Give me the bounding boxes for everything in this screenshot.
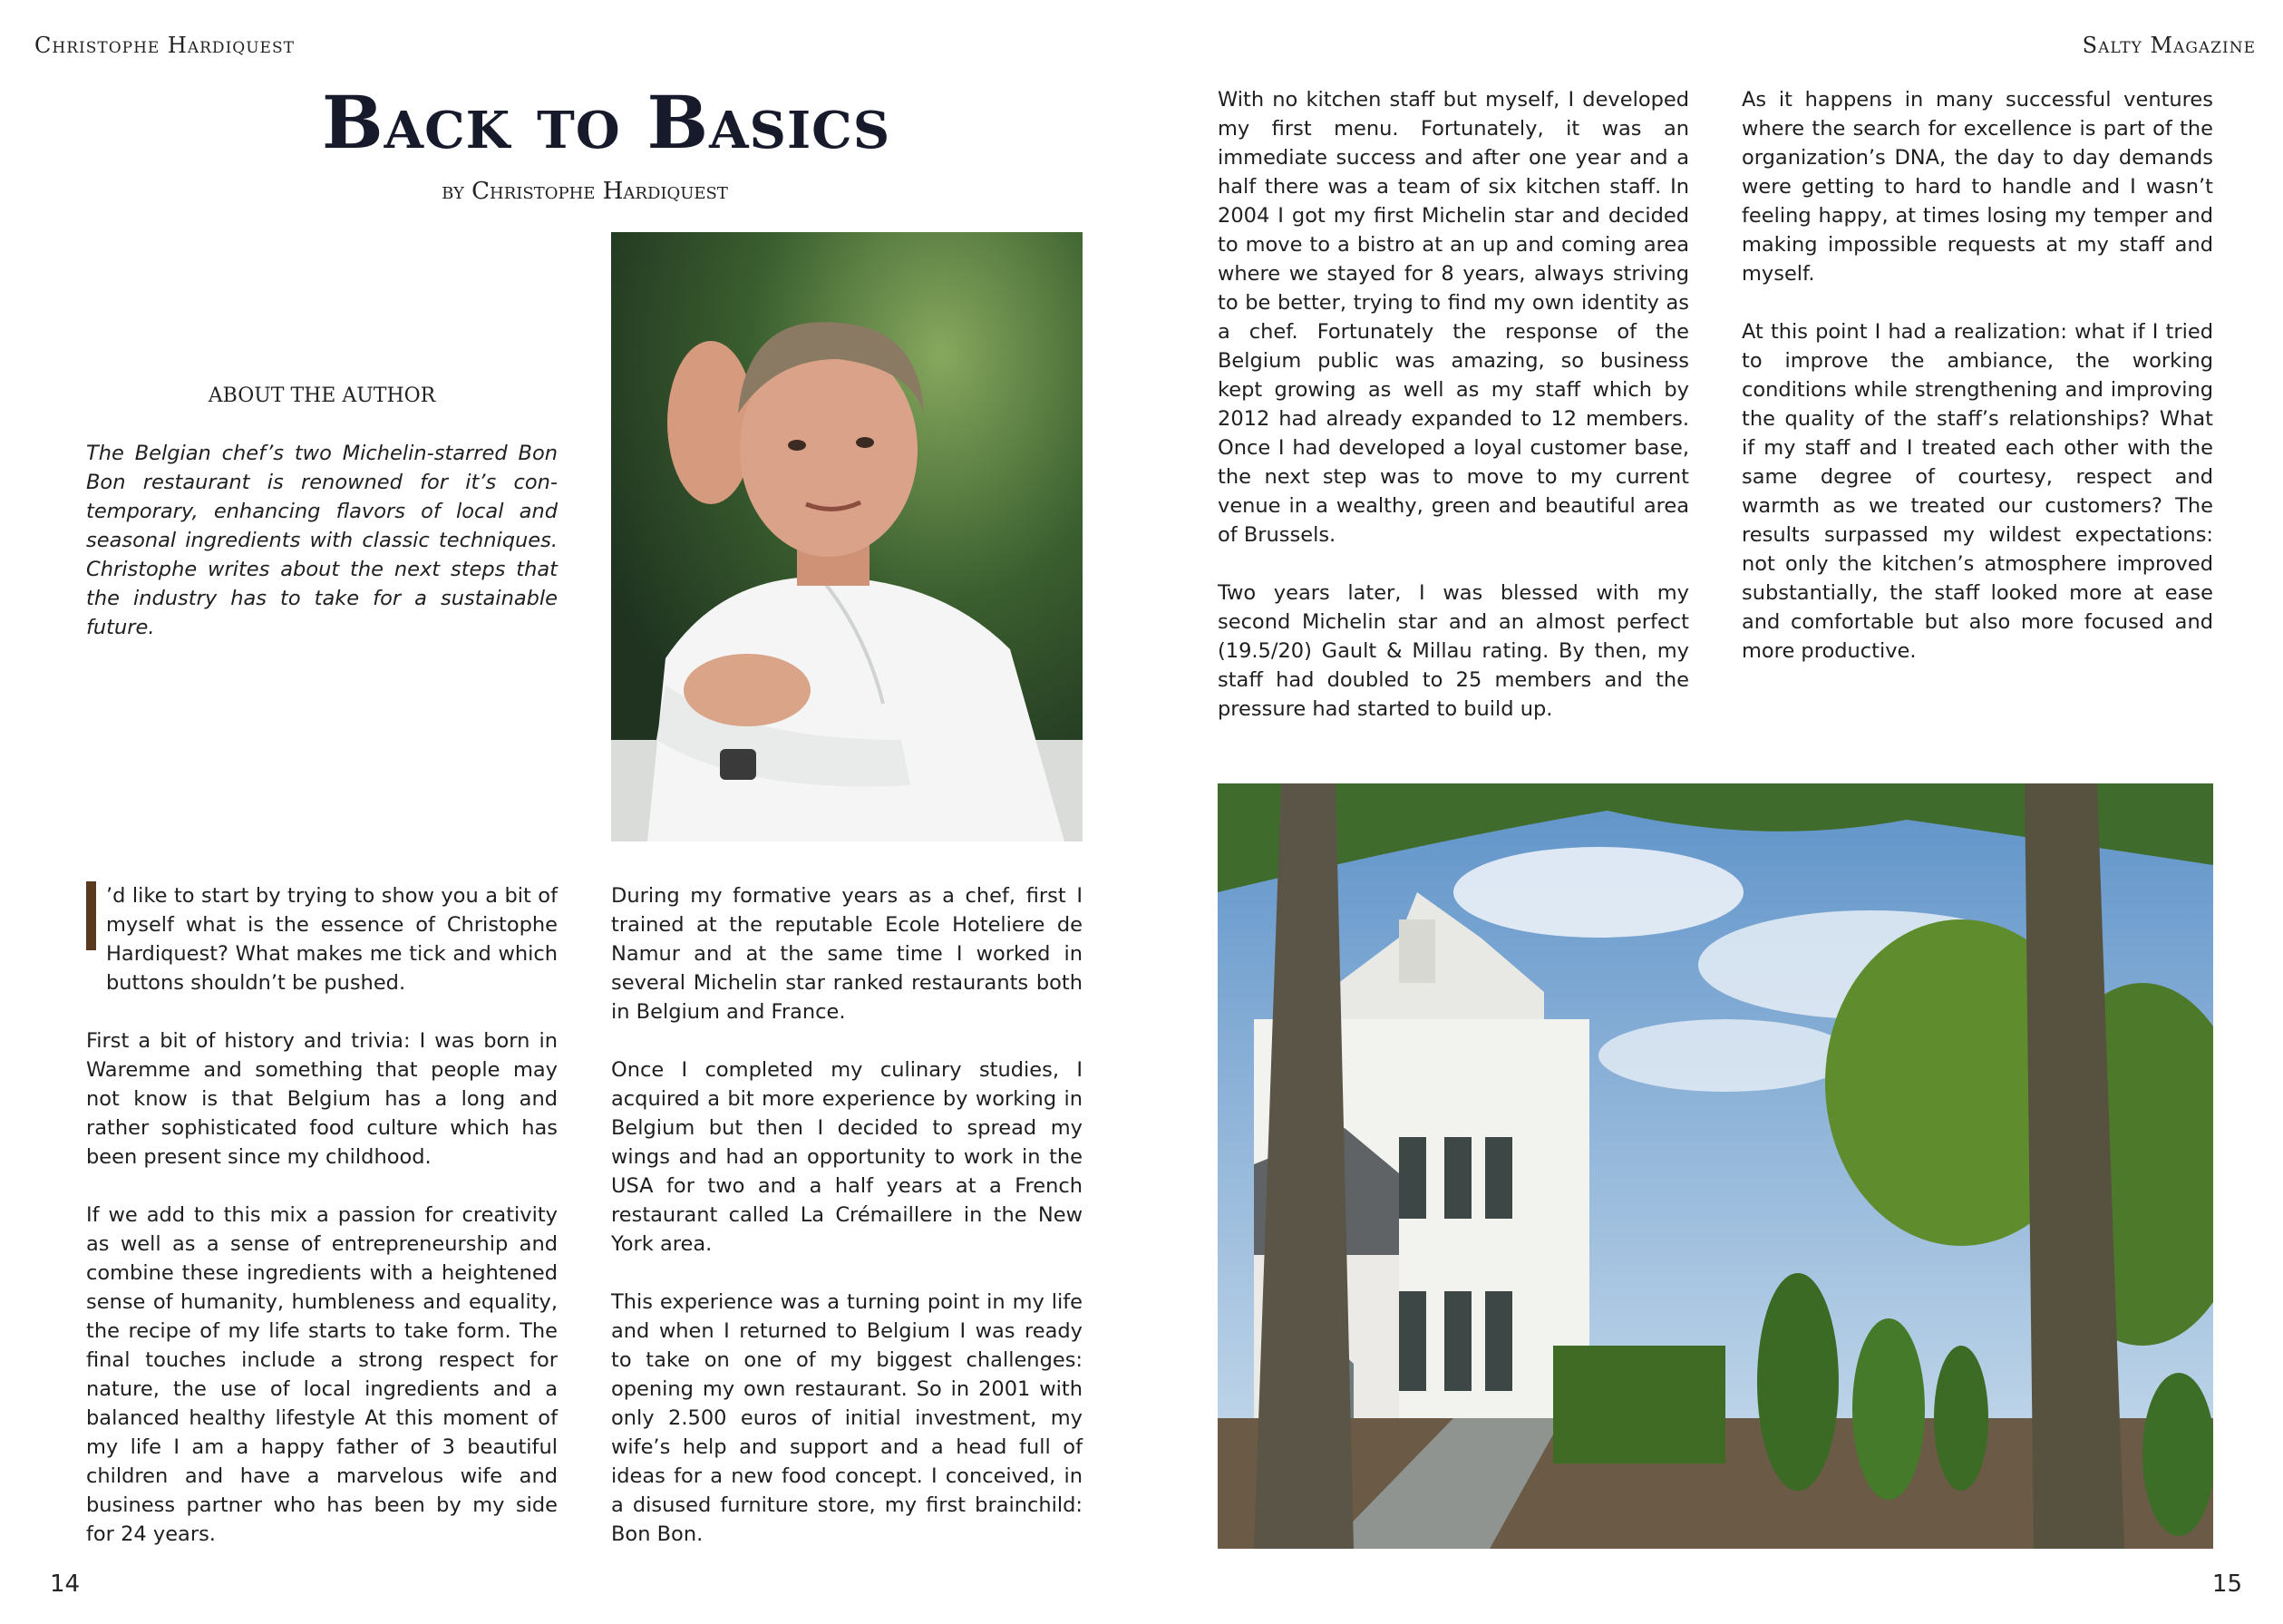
article-column-1 [86,881,558,1549]
paragraph: Two years later, I was blessed with my second Michelin star and an almost perfect (19.5/20) Gault & Millau rating. By then, my staff had doubled to 25 members and the pressure had started to build up. [1218,581,1689,721]
paragraph: If we add to this mix a passion for creativity as well as a sense of entrepreneurship and combine these ingredients with a heightened sense of humanity, humbleness and equality, the recipe of my life starts to take form. The final touches include a strong respect for nature, the use of local ingredients and a balanced healthy lifestyle At this moment of my life I am a happy father of 3 beautiful children and have a marvelous wife and business partner who has been by my side for 24 years. [86,1203,558,1546]
about-author-heading: ABOUT THE AUTHOR [208,384,436,407]
paragraph: ’d like to start by trying to show you a bit of myself what is the essence of Christophe Hardiquest? What makes me tick and which buttons shouldn’t be pushed. [106,884,558,995]
paragraph: This experience was a turning point in my life and when I returned to Belgium I was ready to take on one of my biggest challenges: opening my own restaurant. So in 2001 with only 2.500 euros of initial investment, my wife’s help and support and a head full of ideas for a new food concept. I conceived, in a disused furniture store, my first brainchild: Bon Bon. [611,1290,1083,1546]
about-author-text: The Belgian chef’s two Michelin-starred Bon Bon restaurant is renowned for it’s con-temporary, enhancing flavors of local and seasonal ingredients with classic techniques. Christophe writes about the next steps that the industry has to take for a sustainable future. [86,442,558,639]
chef-portrait-illustration [611,232,1083,841]
running-head-author: Christophe Hardiquest [34,33,295,58]
article-column-3 [1218,85,1689,724]
paragraph: During my formative years as a chef, first I trained at the reputable Ecole Hoteliere de Namur and at the same time I worked in several Michelin star ranked restaurants both in Belgium and France. [611,884,1083,1024]
article-byline: by Christophe Hardiquest [442,178,728,205]
running-head-magazine: Salty Magazine [2082,33,2256,58]
restaurant-exterior-illustration [1218,783,2213,1549]
paragraph: At this point I had a realization: what if I tried to improve the ambiance, the working conditions while strengthening and improving the quality of the staff’s relationships? What if my staff and I treated each other with the same degree of courtesy, respect and warmth as we treated our customers? The results surpassed my wildest expectations: not only the kitchen’s atmosphere improved substantially, the staff looked more at ease and comfortable but also more focused and more productive. [1742,320,2213,663]
page-number-left: 14 [50,1571,81,1598]
article-column-2 [611,881,1083,1549]
article-column-4 [1742,85,2213,666]
paragraph: As it happens in many successful ventures where the search for excellence is part of the organization’s DNA, the day to day demands were getting to hard to handle and I wasn’t feeling happy, at times losing my temper and making impossible requests at my staff and myself. [1742,88,2213,286]
page-number-right: 15 [2211,1571,2242,1598]
paragraph: First a bit of history and trivia: I was born in Waremme and something that people may not know is that Belgium has a long and rather sophisticated food culture which has been present since my childhood. [86,1029,558,1169]
restaurant-exterior-photo [1218,783,2213,1549]
article-title: Back to Basics [322,80,891,165]
paragraph: With no kitchen staff but myself, I developed my first menu. Fortunately, it was an immediate success and after one year and a half there was a team of six kitchen staff. In 2004 I got my first Michelin star and decided to move to a bistro at an up and coming area where we stayed for 8 years, always striving to be better, trying to find my own identity as a chef. Fortunately the response of the Belgium public was amazing, so business kept growing as well as my staff which by 2012 had already expanded to 12 members. Once I had developed a loyal customer base, the next step was to move to my current venue in a wealthy, green and beautiful area of Brussels. [1218,88,1689,547]
paragraph: Once I completed my culinary studies, I acquired a bit more experience by working in Belgium but then I decided to spread my wings and had an opportunity to work in the USA for two and a half years at a French restaurant called La Crémaillere in the New York area. [611,1058,1083,1256]
chef-portrait-photo [611,232,1083,841]
